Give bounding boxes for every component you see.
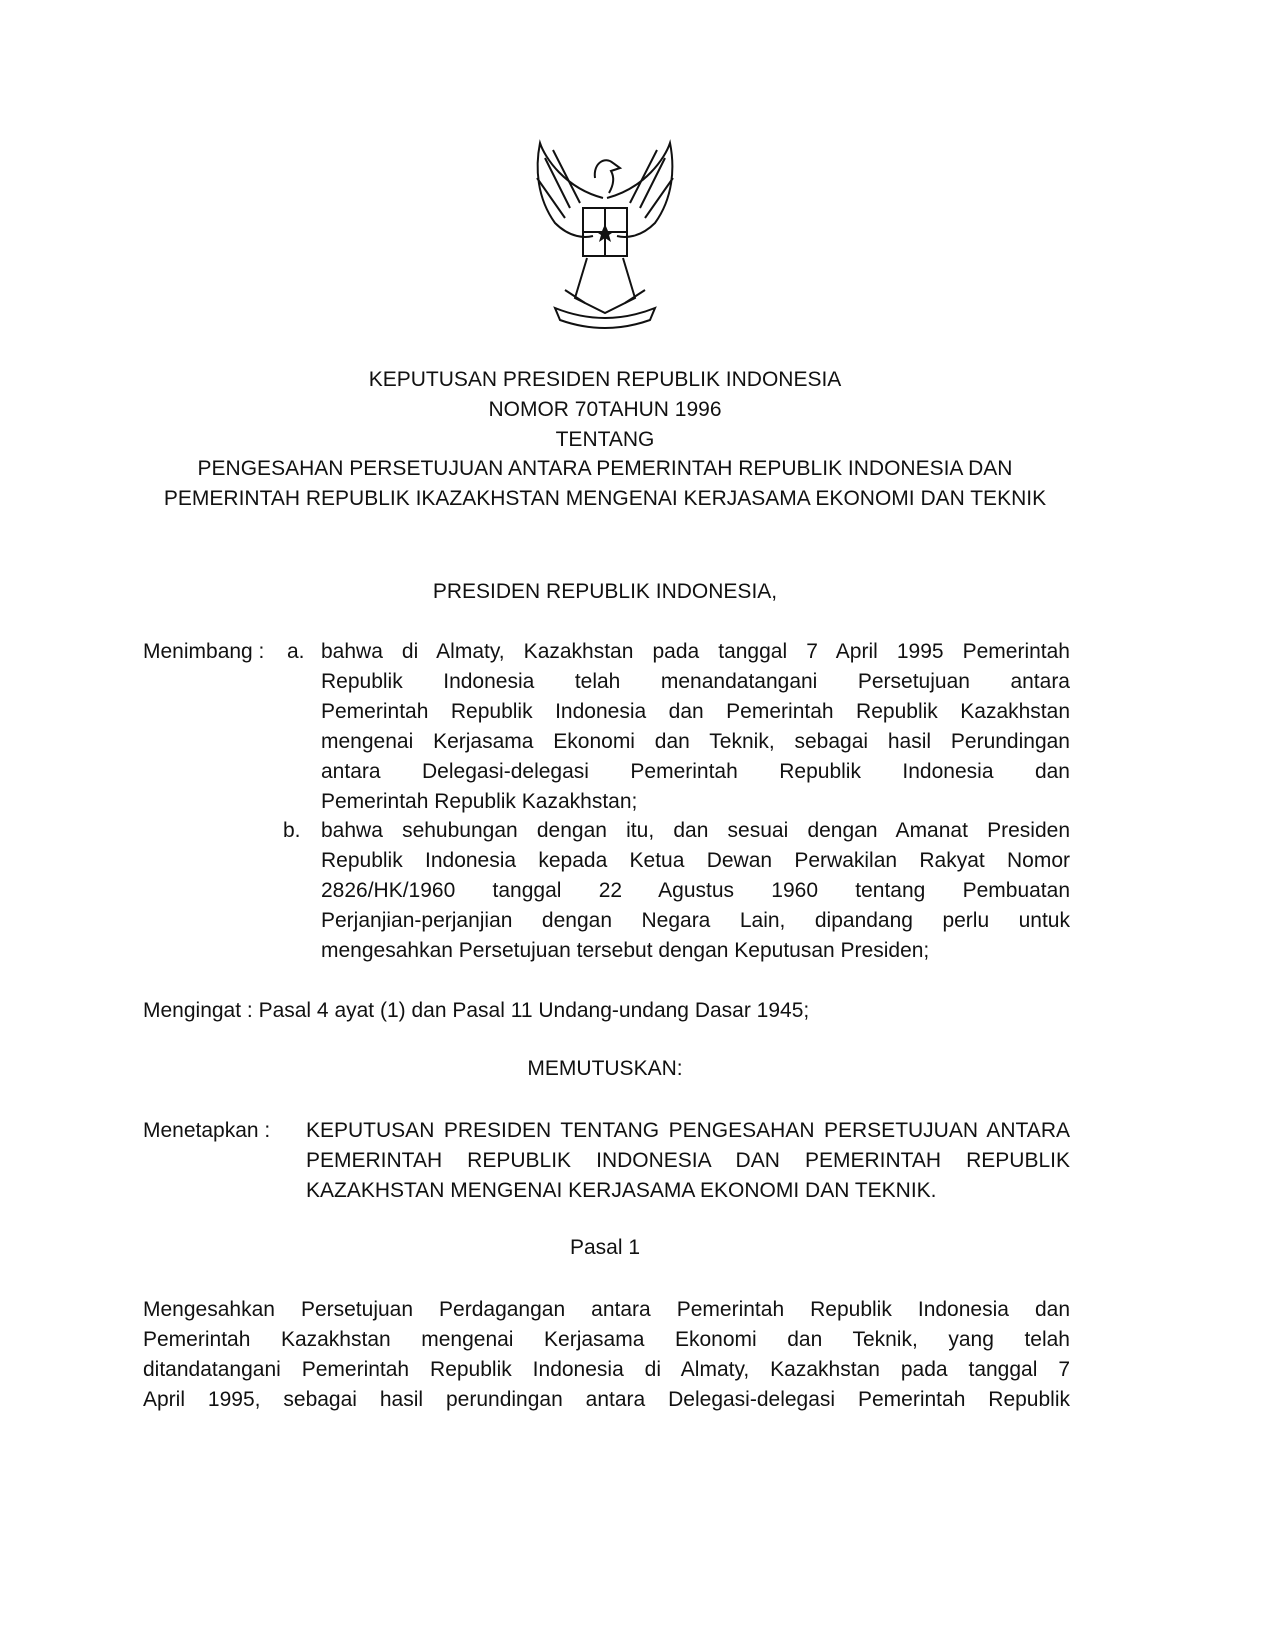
menetapkan-line: KAZAKHSTAN MENGENAI KERJASAMA EKONOMI DAN TEKNIK. [306, 1179, 937, 1202]
header-line-number: NOMOR 70TAHUN 1996 [488, 398, 722, 421]
menimbang-item-line: 2826/HK/1960 tanggal 22 Agustus 1960 tentang Pembuatan [321, 879, 1070, 902]
menimbang-item-line: Pemerintah Republik Indonesia dan Pemerintah Republik Kazakhstan [321, 700, 1070, 723]
menetapkan-label: Menetapkan : [143, 1119, 271, 1142]
menimbang-item-line: antara Delegasi-delegasi Pemerintah Republik Indonesia dan [321, 760, 1070, 783]
header-line-1: KEPUTUSAN PRESIDEN REPUBLIK INDONESIA [368, 368, 842, 391]
memutuskan-heading: MEMUTUSKAN: [527, 1057, 683, 1080]
menetapkan-line: KEPUTUSAN PRESIDEN TENTANG PENGESAHAN PERSETUJUAN ANTARA [306, 1119, 1070, 1142]
header-line-title-2: PEMERINTAH REPUBLIK IKAZAKHSTAN MENGENAI KERJASAMA EKONOMI DAN TEKNIK [163, 487, 1047, 510]
header-line-tentang: TENTANG [555, 428, 655, 451]
menimbang-item-line: Perjanjian-perjanjian dengan Negara Lain, dipandang perlu untuk [321, 909, 1070, 932]
item-marker-b: b. [283, 819, 301, 842]
header-line-title-1: PENGESAHAN PERSETUJUAN ANTARA PEMERINTAH REPUBLIK INDONESIA DAN [197, 457, 1013, 480]
pasal-1-line: April 1995, sebagai hasil perundingan antara Delegasi-delegasi Pemerintah Republik [143, 1388, 1070, 1411]
pasal-1-line: ditandatangani Pemerintah Republik Indonesia di Almaty, Kazakhstan pada tanggal 7 [143, 1358, 1070, 1381]
menimbang-label: Menimbang : [143, 640, 265, 663]
item-marker-a: a. [287, 640, 305, 663]
menimbang-item-line: Republik Indonesia telah menandatangani Persetujuan antara [321, 670, 1070, 693]
menimbang-item-line: mengenai Kerjasama Ekonomi dan Teknik, sebagai hasil Perundingan [321, 730, 1070, 753]
menimbang-item-line: bahwa di Almaty, Kazakhstan pada tanggal 7 April 1995 Pemerintah [321, 640, 1070, 663]
garuda-pancasila-emblem [525, 138, 685, 338]
menimbang-item-line: bahwa sehubungan dengan itu, dan sesuai dengan Amanat Presiden [321, 819, 1070, 842]
pasal-1-line: Mengesahkan Persetujuan Perdagangan antara Pemerintah Republik Indonesia dan [143, 1298, 1070, 1321]
president-heading: PRESIDEN REPUBLIK INDONESIA, [432, 580, 778, 603]
menimbang-item-line: Republik Indonesia kepada Ketua Dewan Perwakilan Rakyat Nomor [321, 849, 1070, 872]
mengingat-line: Mengingat : Pasal 4 ayat (1) dan Pasal 11 Undang-undang Dasar 1945; [143, 999, 810, 1022]
menimbang-item-line: Pemerintah Republik Kazakhstan; [321, 790, 638, 813]
menimbang-item-line: mengesahkan Persetujuan tersebut dengan Keputusan Presiden; [321, 939, 930, 962]
pasal-1-heading: Pasal 1 [569, 1236, 641, 1259]
pasal-1-line: Pemerintah Kazakhstan mengenai Kerjasama Ekonomi dan Teknik, yang telah [143, 1328, 1070, 1351]
menetapkan-line: PEMERINTAH REPUBLIK INDONESIA DAN PEMERINTAH REPUBLIK [306, 1149, 1070, 1172]
